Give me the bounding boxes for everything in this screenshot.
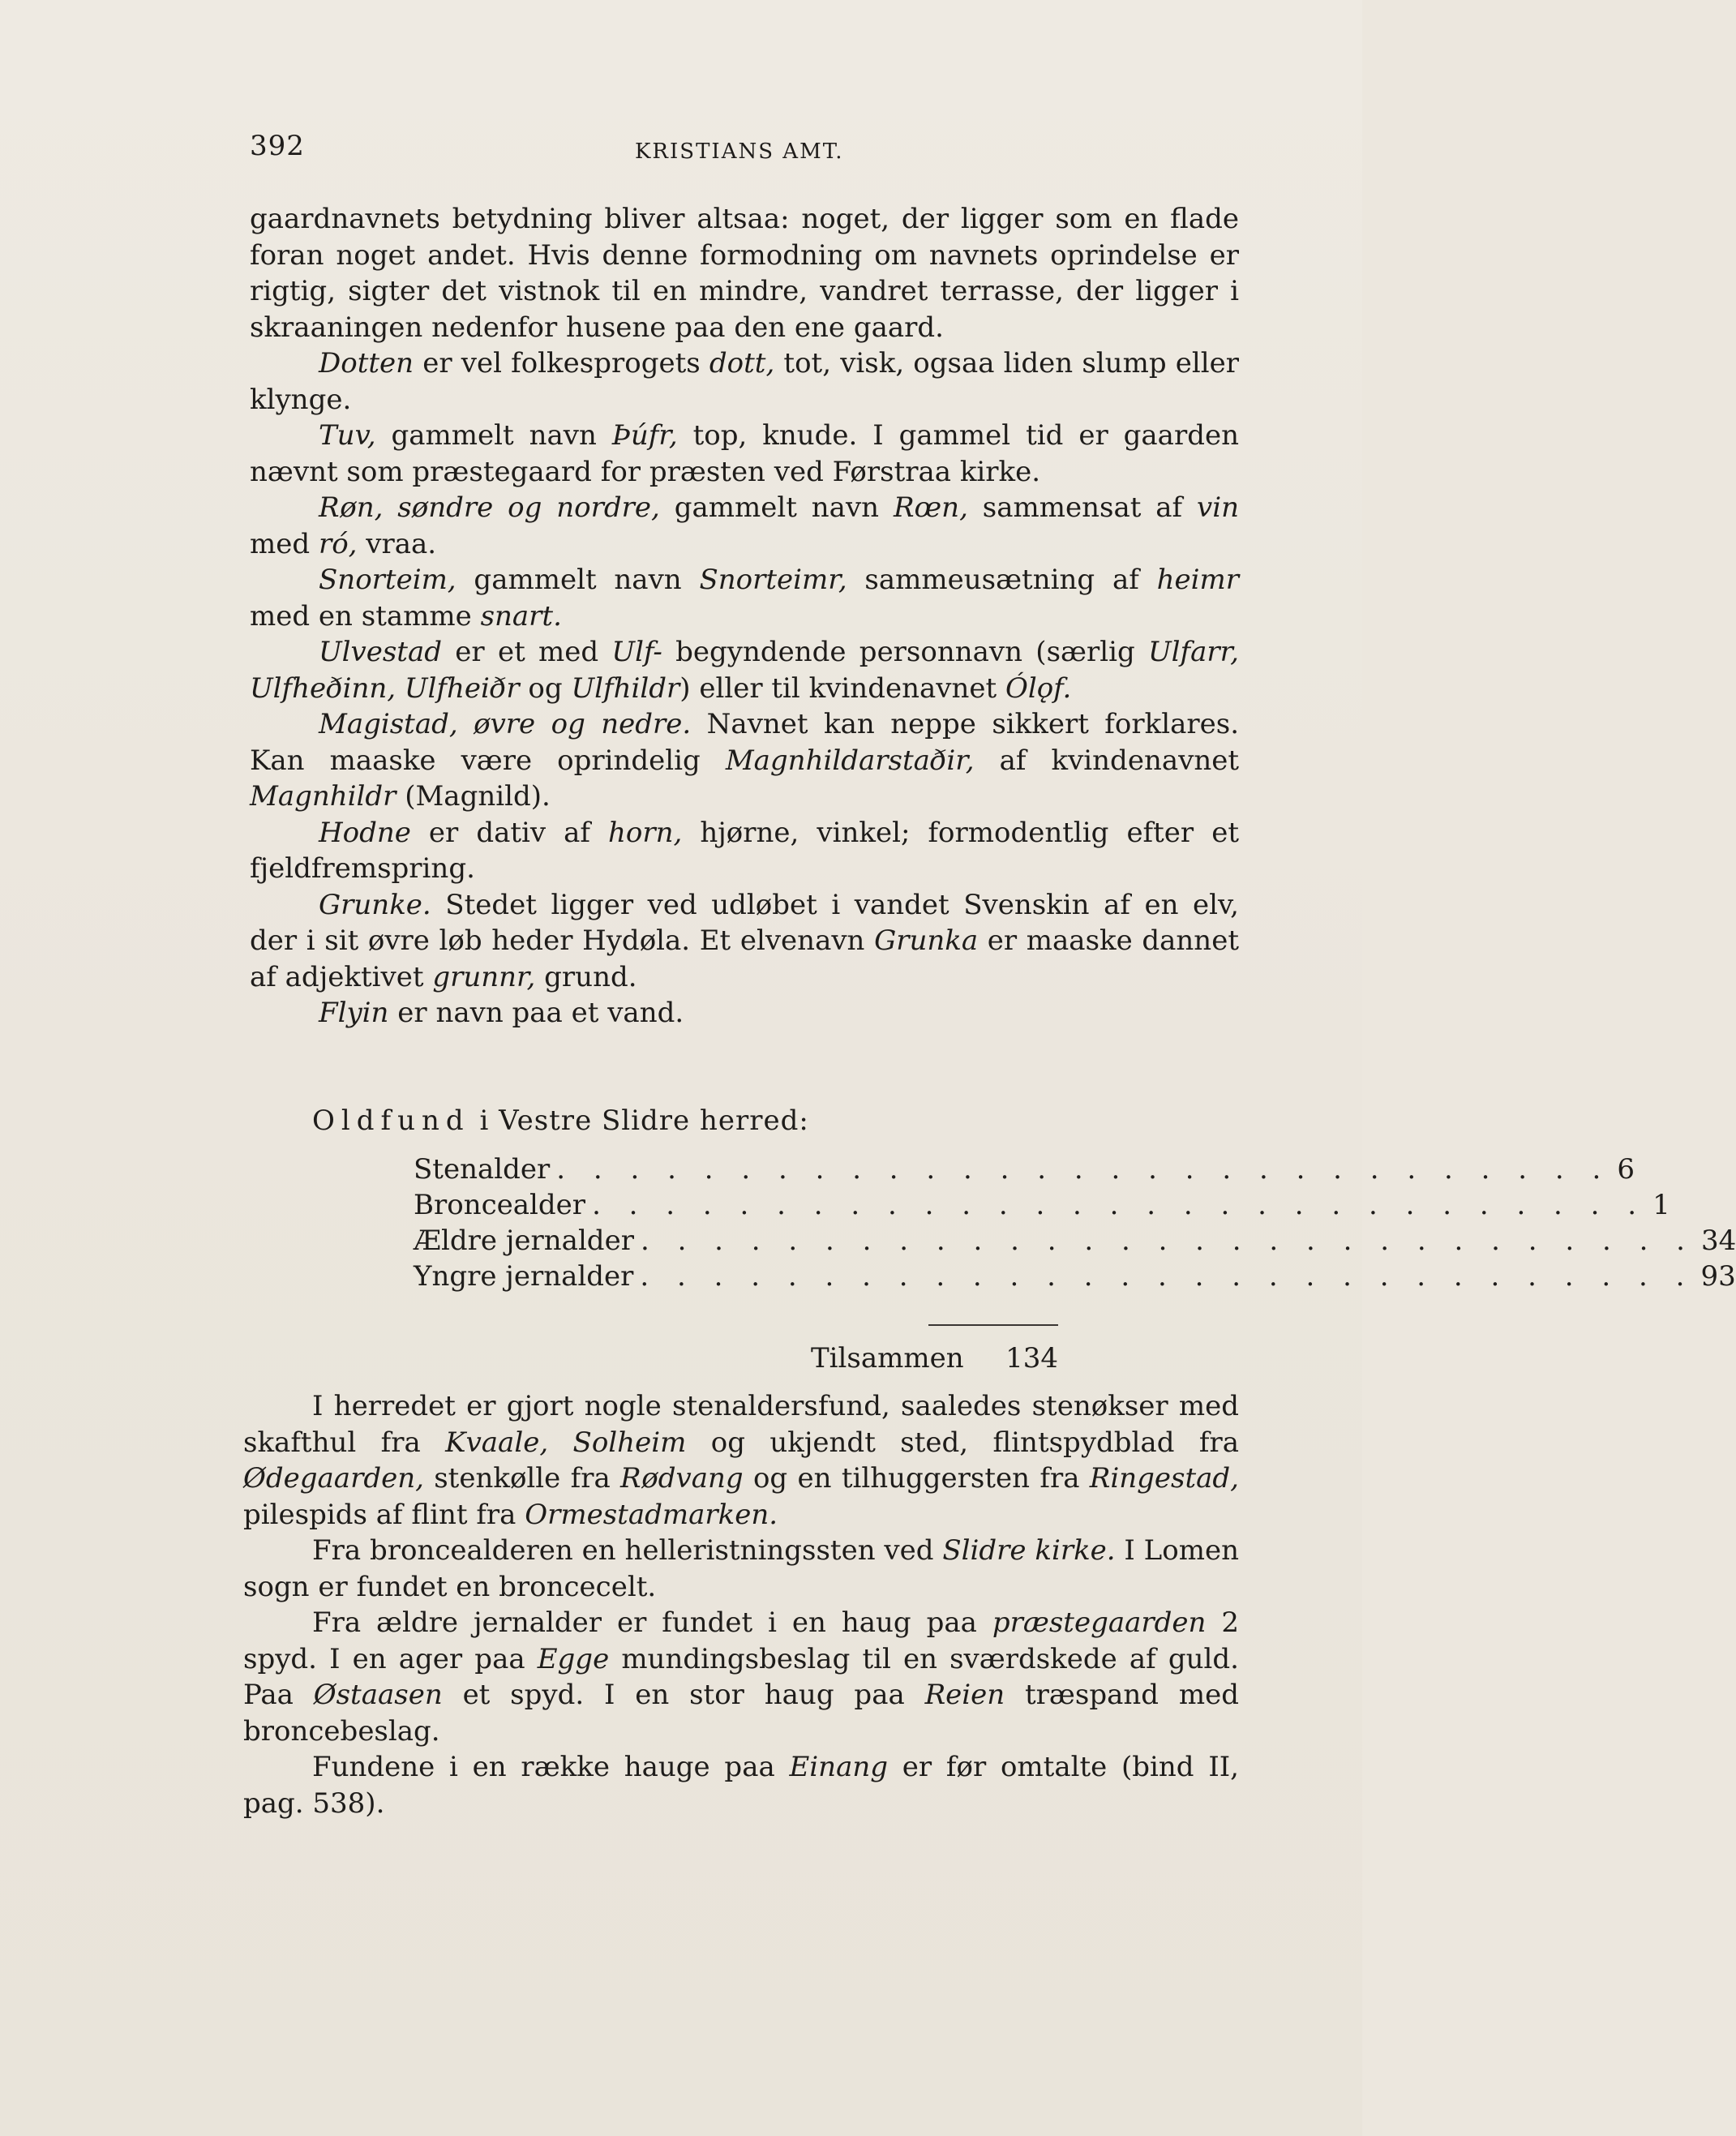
- paragraph: [250, 490, 1239, 562]
- italic-term: Ringestad,: [1089, 1462, 1239, 1495]
- text-run: Fra broncealderen en helleristningssten ved: [312, 1534, 943, 1567]
- text-run: med: [250, 527, 319, 560]
- italic-term: Rœn,: [893, 491, 968, 524]
- italic-term: vin: [1197, 491, 1239, 524]
- text-run: er før omtalte (bind II, pag. 538).: [243, 1751, 1239, 1820]
- italic-term: Snorteim,: [319, 564, 457, 596]
- text-run: gammelt navn: [659, 491, 894, 524]
- italic-term: ró,: [318, 527, 358, 560]
- paragraph: [250, 706, 1239, 815]
- finds-total-value: 134: [1005, 1342, 1058, 1375]
- text-run: Stedet ligger ved udløbet i vandet Svenskin af en elv, der i sit øvre løb heder Hydøla. Et elvenavn: [250, 888, 1239, 957]
- oldfund-heading-spaced: Oldfund: [312, 1104, 470, 1137]
- finds-count: 6: [1617, 1153, 1635, 1186]
- text-run: grund.: [535, 960, 637, 993]
- paragraph: [250, 418, 1239, 490]
- italic-term: Røn, søndre og nordre,: [319, 491, 660, 524]
- italic-term: Grunke.: [319, 888, 431, 921]
- text-run: og: [519, 671, 572, 705]
- text-run: (Magnild).: [396, 780, 551, 813]
- text-run: gammelt navn: [375, 419, 612, 452]
- italic-term: dott,: [709, 347, 775, 380]
- oldfund-heading: [312, 1104, 809, 1137]
- text-run: top, knude. I gammel tid er gaarden nævnt som præstegaard for præsten ved Førstraa kirke.: [250, 419, 1239, 488]
- text-run: og en tilhuggersten fra: [743, 1462, 1090, 1495]
- text-run: er navn paa et vand.: [388, 997, 684, 1029]
- paragraph: [243, 1533, 1239, 1605]
- text-run: og ukjendt sted, flintspydblad fra: [686, 1426, 1239, 1459]
- page-number: 392: [250, 130, 305, 162]
- dot-leader: . . . . . . . . . . . . . . . . . . . . . . . . . . . . .: [640, 1260, 1695, 1293]
- italic-term: Dotten: [319, 347, 414, 380]
- paragraph: [243, 1749, 1239, 1821]
- text-run: med en stamme: [250, 599, 481, 633]
- text-run: Fundene i en række hauge paa: [312, 1751, 790, 1783]
- italic-term: Flyin: [319, 997, 389, 1029]
- italic-term: grunnr,: [432, 960, 536, 993]
- text-run: mundingsbeslag til en sværdskede af guld. Paa: [243, 1642, 1239, 1711]
- place-name-commentary: [250, 201, 1239, 1032]
- text-run: vraa.: [357, 527, 437, 560]
- paragraph: [250, 995, 1239, 1032]
- italic-term: Slidre kirke.: [942, 1534, 1116, 1567]
- text-run: pilespids af flint fra: [243, 1498, 525, 1531]
- finds-row: [414, 1153, 1635, 1189]
- italic-term: Ormestadmarken.: [525, 1498, 778, 1531]
- italic-term: Snorteimr,: [699, 564, 847, 596]
- italic-term: Ødegaarden,: [243, 1462, 424, 1495]
- finds-count: 1: [1652, 1189, 1670, 1221]
- text-run: ) eller til kvindenavnet: [679, 671, 1005, 705]
- paragraph: [250, 887, 1239, 996]
- text-run: er maaske dannet af adjektivet: [250, 924, 1239, 993]
- italic-term: Þúfr,: [611, 419, 678, 452]
- text-run: er vel folkesprogets: [414, 347, 709, 380]
- italic-term: Ulvestad: [319, 636, 443, 668]
- dot-leader: . . . . . . . . . . . . . . . . . . . . . . . . . . . . .: [556, 1153, 1611, 1186]
- italic-term: Magistad, øvre og nedre.: [319, 708, 692, 740]
- finds-period: Stenalder: [414, 1153, 551, 1186]
- text-run: stenkølle fra: [423, 1462, 621, 1495]
- paragraph: [250, 815, 1239, 887]
- italic-term: Ulfhildr: [571, 671, 680, 705]
- finds-total-label: Tilsammen: [811, 1342, 964, 1375]
- finds-period: Ældre jernalder: [414, 1225, 634, 1257]
- text-run: sammeusætning af: [847, 564, 1157, 596]
- italic-term: Østaasen: [313, 1679, 443, 1711]
- text-run: er et med: [442, 636, 612, 668]
- finds-count: 34: [1701, 1225, 1736, 1257]
- italic-term: Hodne: [319, 816, 411, 849]
- italic-term: Egge: [537, 1642, 610, 1675]
- dot-leader: . . . . . . . . . . . . . . . . . . . . . . . . . . . . .: [592, 1189, 1647, 1221]
- dot-leader: . . . . . . . . . . . . . . . . . . . . . . . . . . . . .: [640, 1225, 1695, 1257]
- text-run: sammensat af: [967, 491, 1198, 524]
- text-run: er dativ af: [410, 816, 609, 849]
- paragraph: [250, 634, 1239, 706]
- text-run: hjørne, vinkel; formodentlig efter et fjeldfremspring.: [250, 816, 1239, 885]
- paragraph: [250, 345, 1239, 418]
- italic-term: horn,: [608, 816, 683, 849]
- finds-commentary: [243, 1388, 1239, 1821]
- text-run: I herredet er gjort nogle stenaldersfund, saaledes stenøkser med skafthul fra: [243, 1390, 1239, 1459]
- italic-term: præstegaarden: [992, 1606, 1207, 1639]
- text-run: gaardnavnets betydning bliver altsaa: noget, der ligger som en flade foran noget andet. Hvis denne formodning om navnets oprindelse er rigtig, sigter det vistnok til en mindre, vandret terrasse, der ligger i skraaningen nedenfor husene paa den ene gaard.: [250, 203, 1239, 344]
- italic-term: heimr: [1156, 564, 1239, 596]
- italic-term: Ulf-: [611, 636, 662, 668]
- page-header: [250, 130, 1239, 170]
- italic-term: Kvaale, Solheim: [445, 1426, 687, 1459]
- paragraph: [243, 1388, 1239, 1533]
- text-run: træspand med broncebeslag.: [243, 1679, 1239, 1748]
- finds-total-row: [811, 1342, 1058, 1375]
- finds-period: Yngre jernalder: [414, 1260, 634, 1293]
- text-run: I Lomen sogn er fundet en broncecelt.: [243, 1534, 1239, 1603]
- italic-term: Rødvang: [620, 1462, 744, 1495]
- text-run: 2 spyd. I en ager paa: [243, 1606, 1239, 1675]
- oldfund-heading-rest: i Vestre Slidre herred:: [469, 1104, 809, 1137]
- italic-term: snart.: [480, 599, 562, 633]
- running-title: KRISTIANS AMT.: [635, 139, 844, 164]
- finds-row: [414, 1189, 1670, 1225]
- italic-term: Ólǫf.: [1005, 671, 1072, 705]
- finds-period: Broncealder: [414, 1189, 586, 1221]
- italic-term: Magnhildarstaðir,: [725, 744, 975, 777]
- paragraph: [250, 562, 1239, 634]
- text-run: et spyd. I en stor haug paa: [442, 1679, 925, 1711]
- italic-term: Tuv,: [319, 419, 376, 452]
- sum-rule: [928, 1324, 1058, 1326]
- finds-count: 93: [1700, 1260, 1736, 1293]
- italic-term: Reien: [924, 1679, 1005, 1711]
- paragraph: [243, 1605, 1239, 1749]
- finds-row: [414, 1260, 1736, 1296]
- text-run: Navnet kan neppe sikkert forklares. Kan maaske være oprindelig: [250, 708, 1239, 777]
- italic-term: Einang: [789, 1751, 889, 1783]
- text-run: gammelt navn: [456, 564, 700, 596]
- paragraph: [250, 201, 1239, 345]
- italic-term: Grunka: [874, 924, 979, 957]
- italic-term: Magnhildr: [250, 780, 396, 813]
- text-run: begyndende personnavn (særlig: [662, 636, 1149, 668]
- italic-term: Ulfarr, Ulfheðinn, Ulfheiðr: [250, 636, 1239, 705]
- text-run: af kvindenavnet: [974, 744, 1239, 777]
- finds-row: [414, 1225, 1736, 1260]
- text-run: tot, visk, ogsaa liden slump eller klynge.: [250, 347, 1239, 416]
- text-run: Fra ældre jernalder er fundet i en haug paa: [312, 1606, 992, 1639]
- finds-table: [414, 1153, 1736, 1296]
